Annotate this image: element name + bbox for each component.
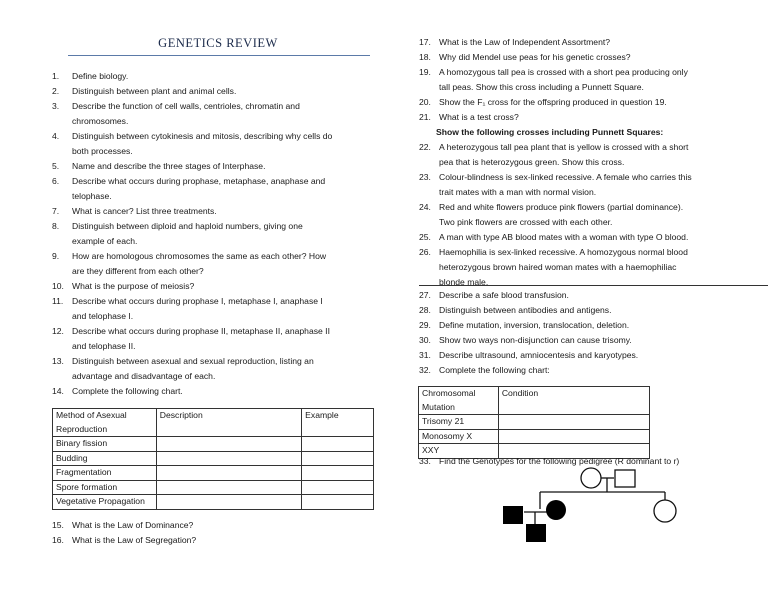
question-number: 4.: [52, 131, 60, 141]
question-number: 5.: [52, 161, 60, 171]
question-number: 29.: [419, 320, 431, 330]
table-cell: Trisomy 21: [419, 415, 499, 430]
question-text-line: Show the following crosses including Punnett Squares:: [436, 127, 664, 137]
pedigree-female-unaffected: [654, 500, 676, 522]
question-text-line: What is a test cross?: [439, 112, 519, 122]
question-text-line: Haemophilia is sex-linked recessive. A homozygous normal blood: [439, 247, 688, 257]
question-text-line: Name and describe the three stages of Interphase.: [72, 161, 266, 171]
question-number: 33.: [419, 456, 431, 466]
pedigree-female-unaffected: [581, 468, 601, 488]
question-number: 24.: [419, 202, 431, 212]
table-cell: Budding: [53, 451, 157, 466]
question-number: 14.: [52, 386, 64, 396]
question-number: 2.: [52, 86, 60, 96]
question-text-line: What is cancer? List three treatments.: [72, 206, 217, 216]
table-cell: Spore formation: [53, 480, 157, 495]
question-text-line: trait mates with a man with normal vision.: [439, 187, 597, 197]
question-text-line: Distinguish between cytokinesis and mitosis, describing why cells do: [72, 131, 333, 141]
question-number: 17.: [419, 37, 431, 47]
question-text-line: Describe a safe blood transfusion.: [439, 290, 569, 300]
question-text-line: Describe what occurs during prophase I, metaphase I, anaphase I: [72, 296, 323, 306]
question-text-line: What is the Law of Independent Assortment?: [439, 37, 611, 47]
question-text-line: How are homologous chromosomes the same as each other? How: [72, 251, 327, 261]
table-cell: Binary fission: [53, 437, 157, 452]
question-text-line: tall peas. Show this cross including a Punnett Square.: [439, 82, 644, 92]
question-number: 13.: [52, 356, 64, 366]
question-text-line: Describe what occurs during prophase II, metaphase II, anaphase II: [72, 326, 330, 336]
question-number: 18.: [419, 52, 431, 62]
question-number: 19.: [419, 67, 431, 77]
question-number: 23.: [419, 172, 431, 182]
question-text-line: and telophase I.: [72, 311, 134, 321]
question-number: 10.: [52, 281, 64, 291]
question-text-line: Show two ways non-disjunction can cause trisomy.: [439, 335, 632, 345]
question-number: 6.: [52, 176, 60, 186]
question-number: 26.: [419, 247, 431, 257]
question-text-line: pea that is heterozygous green. Show this cross.: [439, 157, 625, 167]
pedigree-male-unaffected: [615, 470, 635, 487]
question-number: 31.: [419, 350, 431, 360]
question-text-line: Define biology.: [72, 71, 129, 81]
question-text-line: Distinguish between antibodies and antigens.: [439, 305, 612, 315]
question-text-line: What is the Law of Segregation?: [72, 535, 197, 545]
question-text-line: A homozygous tall pea is crossed with a short pea producing only: [439, 67, 688, 77]
question-text-line: Red and white flowers produce pink flowers (partial dominance).: [439, 202, 684, 212]
question-text-line: What is the Law of Dominance?: [72, 520, 194, 530]
question-text-line: Find the Genotypes for the following pedigree (R dominant to r): [439, 456, 680, 466]
table-cell: Monosomy X: [419, 429, 499, 444]
question-number: 30.: [419, 335, 431, 345]
question-number: 25.: [419, 232, 431, 242]
question-text-line: Describe the function of cell walls, centrioles, chromatin and: [72, 101, 300, 111]
question-text-line: A heterozygous tall pea plant that is yellow is crossed with a short: [439, 142, 689, 152]
question-text-line: Define mutation, inversion, translocation, deletion.: [439, 320, 630, 330]
question-text-line: Colour-blindness is sex-linked recessive. A female who carries this: [439, 172, 692, 182]
page-title: GENETICS REVIEW: [158, 36, 278, 50]
pedigree-female-affected: [546, 500, 566, 520]
question-text-line: Distinguish between asexual and sexual reproduction, listing an: [72, 356, 314, 366]
table-cell: XXY: [419, 444, 499, 459]
question-text-line: both processes.: [72, 146, 133, 156]
table-header-cell: Chromosomal Mutation: [419, 387, 499, 415]
question-number: 3.: [52, 101, 60, 111]
table-cell: Fragmentation: [53, 466, 157, 481]
question-text-line: and telophase II.: [72, 341, 136, 351]
table-header-cell: Description: [156, 409, 301, 437]
question-text-line: are they different from each other?: [72, 266, 204, 276]
question-number: 15.: [52, 520, 64, 530]
question-number: 8.: [52, 221, 60, 231]
question-number: 12.: [52, 326, 64, 336]
pedigree-male-affected: [526, 524, 546, 542]
question-text-line: Describe ultrasound, amniocentesis and karyotypes.: [439, 350, 639, 360]
question-number: 11.: [52, 296, 64, 306]
question-number: 20.: [419, 97, 431, 107]
question-text-line: Two pink flowers are crossed with each other.: [439, 217, 613, 227]
question-text-line: Complete the following chart:: [439, 365, 550, 375]
question-number: 28.: [419, 305, 431, 315]
question-number: 21.: [419, 112, 431, 122]
question-number: 22.: [419, 142, 431, 152]
table-header-cell: Example: [302, 409, 374, 437]
question-text-line: What is the purpose of meiosis?: [72, 281, 195, 291]
table-header-cell: Condition: [498, 387, 649, 415]
question-number: 32.: [419, 365, 431, 375]
question-text-line: example of each.: [72, 236, 138, 246]
question-text-line: Distinguish between plant and animal cells.: [72, 86, 237, 96]
question-text-line: blonde male.: [439, 277, 489, 287]
question-text-line: A man with type AB blood mates with a woman with type O blood.: [439, 232, 689, 242]
question-text-line: Describe what occurs during prophase, metaphase, anaphase and: [72, 176, 326, 186]
question-text-line: chromosomes.: [72, 116, 129, 126]
question-text-line: Show the F₁ cross for the offspring produced in question 19.: [439, 97, 667, 107]
question-text-line: telophase.: [72, 191, 112, 201]
question-number: 9.: [52, 251, 60, 261]
question-text-line: heterozygous brown haired woman mates with a haemophiliac: [439, 262, 677, 272]
table-cell: Vegetative Propagation: [53, 495, 157, 510]
question-number: 16.: [52, 535, 64, 545]
table-header-cell: Method of Asexual Reproduction: [53, 409, 157, 437]
question-text-line: Distinguish between diploid and haploid numbers, giving one: [72, 221, 303, 231]
question-number: 7.: [52, 206, 60, 216]
question-text-line: Why did Mendel use peas for his genetic crosses?: [439, 52, 631, 62]
question-text-line: advantage and disadvantage of each.: [72, 371, 216, 381]
question-text-line: Complete the following chart.: [72, 386, 183, 396]
pedigree-male-affected: [503, 506, 523, 524]
question-number: 27.: [419, 290, 431, 300]
question-number: 1.: [52, 71, 60, 81]
